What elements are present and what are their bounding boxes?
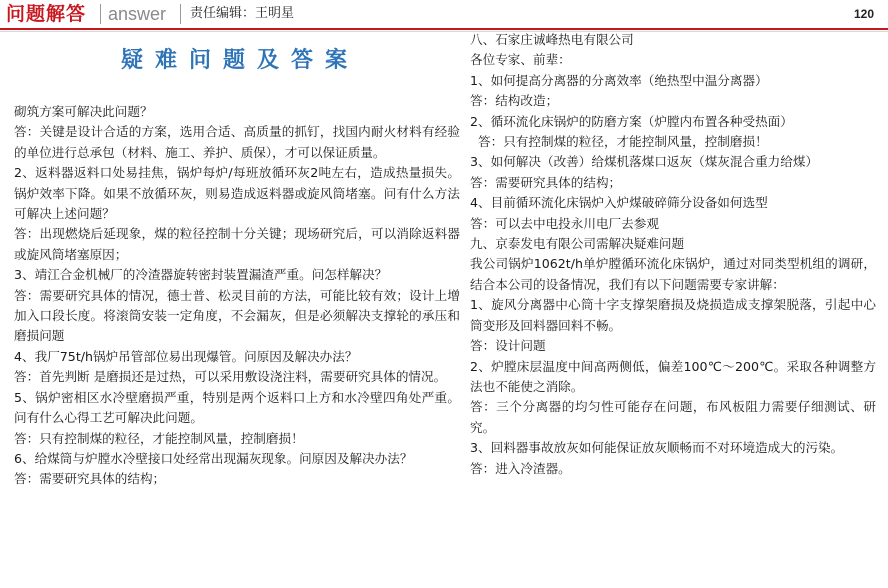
paragraph: 3、如何解决（改善）给煤机落煤口返灰（煤灰混合重力给煤） <box>470 154 819 170</box>
paragraph: 3、回料器事故放灰如何能保证放灰顺畅而不对环境造成大的污染。 <box>470 440 844 456</box>
column-logo-english: answer <box>108 4 167 24</box>
right-column <box>470 30 876 479</box>
paragraph: 4、目前循环流化床锅炉入炉煤破碎筛分设备如何选型 <box>470 195 768 211</box>
company-heading: 八、石家庄诚峰热电有限公司 <box>470 32 634 47</box>
company-heading: 九、京泰发电有限公司需解决疑难问题 <box>470 236 685 252</box>
paragraph: 1、旋风分离器中心筒十字支撑架磨损及烧损造成支撑架脱落，引起中心筒变形及回料器回料不畅。 <box>470 297 876 333</box>
paragraph: 2、返料器返料口处易挂焦，锅炉每炉/每班放循环灰2吨左右，造成热量损失。锅炉效率下降。如果不放循环灰，则易造成返料器或旋风筒堵塞。问有什么方法可解决上述问题？ <box>14 165 460 222</box>
logo-divider <box>100 4 101 24</box>
paragraph: 答：设计问题 <box>470 338 546 354</box>
paragraph: 答：可以去中电投永川电厂去参观 <box>470 215 659 231</box>
paragraph: 答：需要研究具体的结构； <box>470 174 622 190</box>
section-title: 疑难问题及答案 <box>120 48 359 73</box>
paragraph: 答：需要研究具体的情况，德士普、松灵目前的方法，可能比较有效；设计上增加入口段长度。将滚筒安装一定角度，不会漏灰，但是必须解决支撑轮的承压和磨损问题 <box>14 287 460 344</box>
paragraph: 各位专家、前辈： <box>470 52 571 68</box>
paragraph: 答：只有控制煤的粒径，才能控制风量，控制磨损！ <box>14 430 304 446</box>
paragraph: 答：出现燃烧后延现象，煤的粒径控制十分关键；现场研究后，可以消除返料器或旋风筒堵塞原因； <box>14 226 460 262</box>
paragraph: 5、锅炉密相区水冷壁磨损严重，特别是两个返料口上方和水冷壁四角处严重。问有什么心得工艺可解决此问题。 <box>14 389 460 426</box>
paragraph: 答：结构改造； <box>470 93 559 109</box>
paragraph: 4、我厂75t/h锅炉吊管部位易出现爆管。问原因及解决办法？ <box>14 348 358 364</box>
paragraph: 砌筑方案可解决此问题？ <box>14 104 153 119</box>
header-divider <box>180 4 181 24</box>
paragraph: 6、给煤筒与炉膛水冷壁接口处经常出现漏灰现象。问原因及解决办法？ <box>14 450 413 466</box>
paragraph: 答：需要研究具体的结构； <box>14 471 166 487</box>
paragraph: 2、循环流化床锅炉的防磨方案（炉膛内布置各种受热面） <box>470 113 793 129</box>
paragraph: 答：进入冷渣器。 <box>470 460 571 476</box>
column-logo: 问题解答 <box>6 3 87 25</box>
left-column <box>14 102 460 490</box>
paragraph: 3、靖江合金机械厂的冷渣器旋转密封装置漏渣严重。问怎样解决？ <box>14 267 388 283</box>
page-header <box>0 0 888 30</box>
paragraph: 我公司锅炉1062t/h单炉膛循环流化床锅炉，通过对同类型机组的调研，结合本公司的设备情况，我们有以下问题需要专家讲解： <box>470 256 876 292</box>
paragraph: 1、如何提高分离器的分离效率（绝热型中温分离器） <box>470 72 768 88</box>
paragraph: 答：首先判断 是磨损还是过热，可以采用敷设浇注料，需要研究具体的情况。 <box>14 369 447 385</box>
paragraph: 2、炉膛床层温度中间高两侧低，偏差100℃～200℃。采取各种调整方法也不能使之消除。 <box>470 358 876 394</box>
paragraph: 答：三个分离器的均匀性可能存在问题，布风板阻力需要仔细测试、研究。 <box>470 399 876 435</box>
editor-credit: 责任编辑：王明星 <box>190 6 295 21</box>
paragraph: 答：只有控制煤的粒径，才能控制风量，控制磨损！ <box>478 134 768 150</box>
page-number: 120 <box>853 7 874 21</box>
paragraph: 答：关键是设计合适的方案，选用合适、高质量的抓钉，找国内耐火材料有经验的单位进行总承包（材料、施工、养护、质保），才可以保证质量。 <box>14 124 460 160</box>
